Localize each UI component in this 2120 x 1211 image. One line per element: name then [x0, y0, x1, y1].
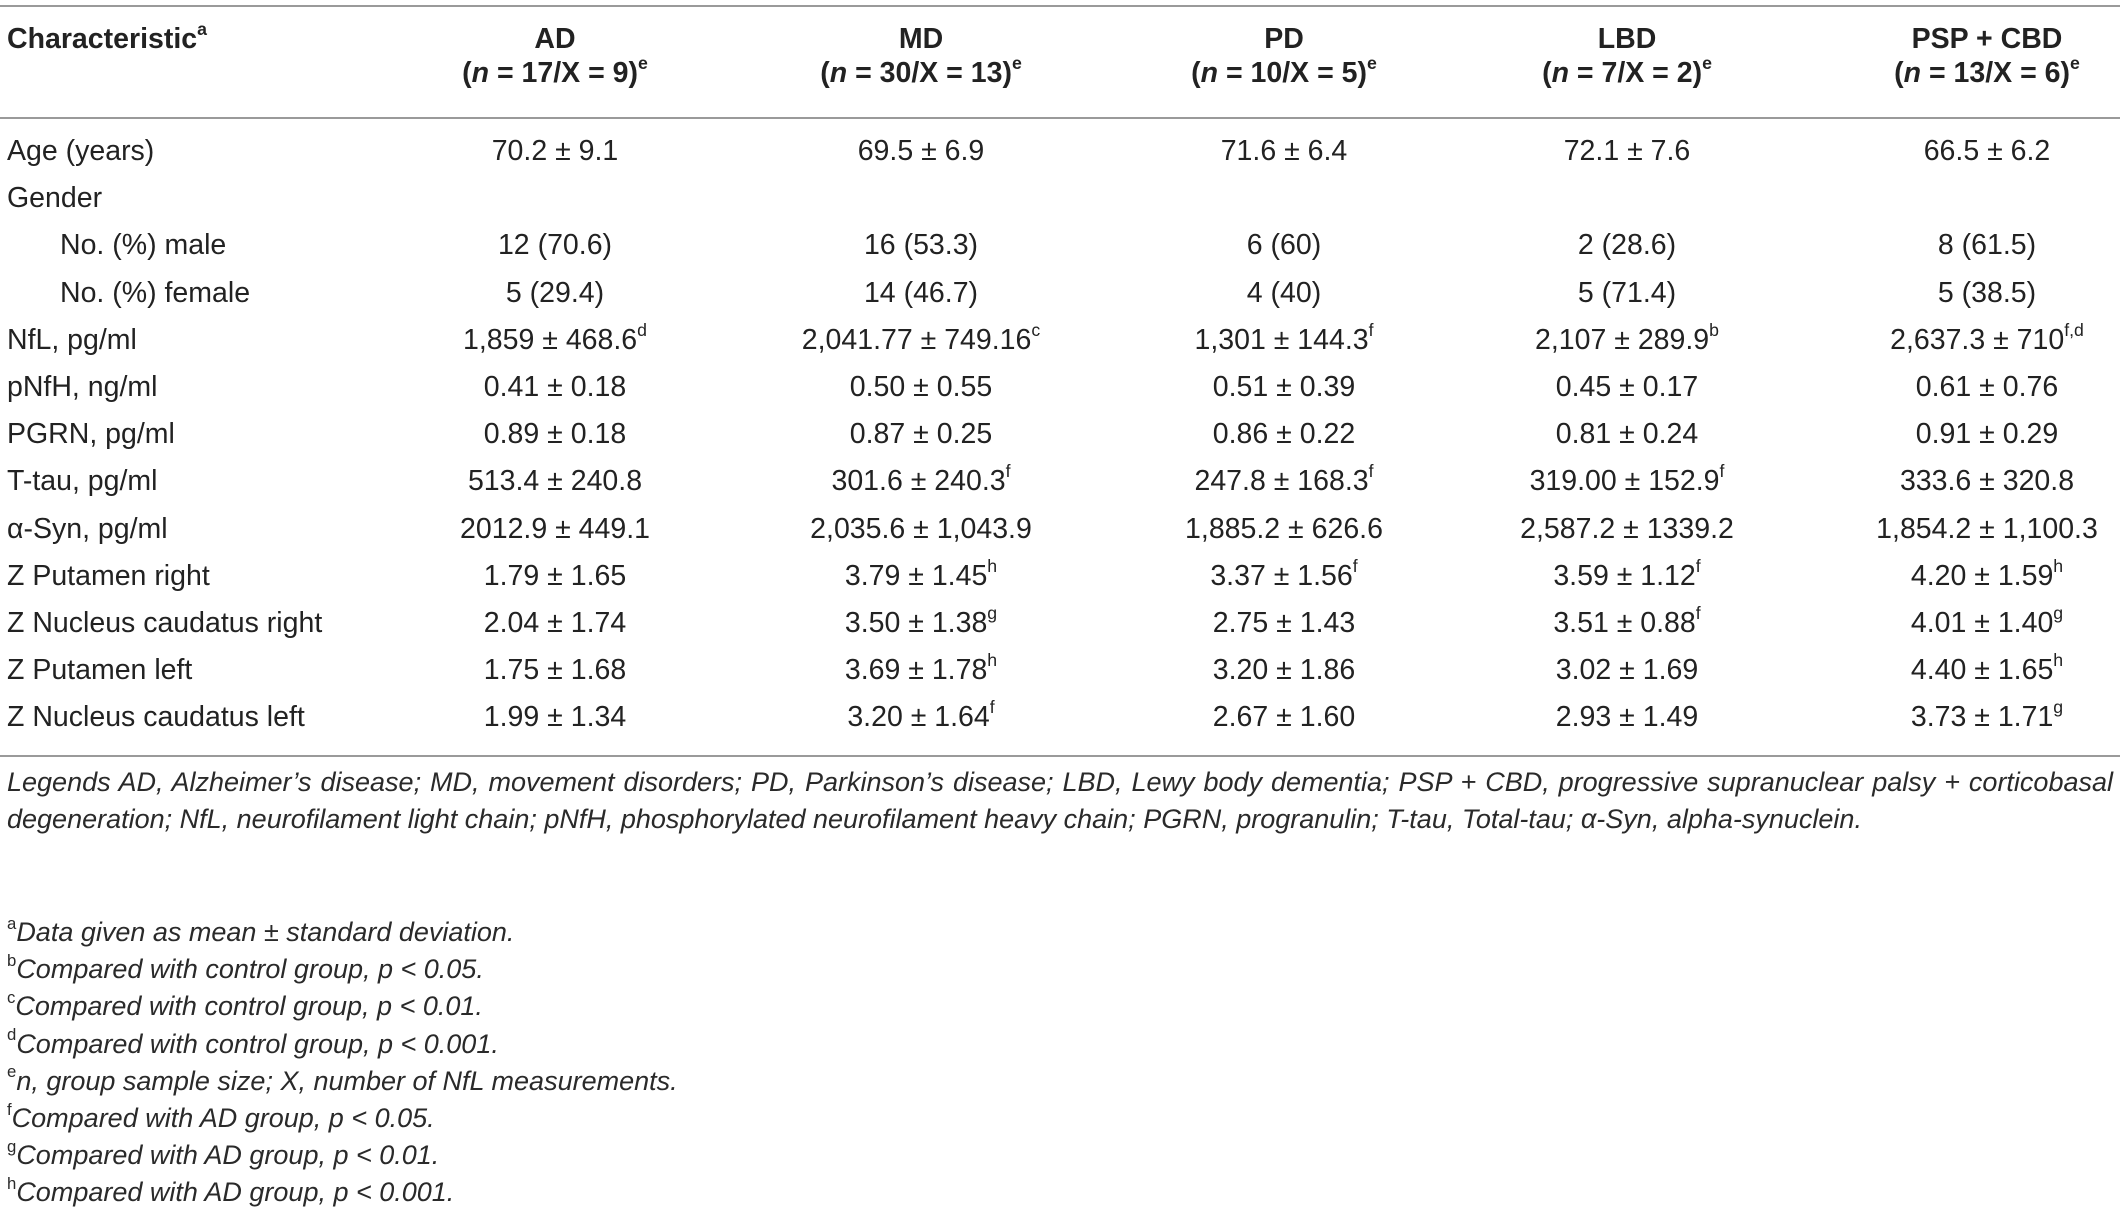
footnote-letter: f	[7, 1099, 12, 1119]
cell-value: 3.50 ± 1.38	[844, 607, 988, 639]
table-cell	[460, 512, 650, 546]
cell-value: 0.86 ± 0.22	[1212, 418, 1356, 451]
footnote-mark: e	[1367, 52, 1377, 73]
table-cell	[1916, 417, 2058, 451]
table-cell	[1520, 512, 1734, 546]
table-cell	[1213, 653, 1355, 687]
cell-value: 71.6 ± 6.4	[1220, 135, 1348, 167]
column-header-0	[462, 22, 648, 90]
footnote-letter: g	[7, 1136, 17, 1156]
cell-value: 5 (38.5)	[1937, 276, 2037, 309]
cell-footnote-mark: f	[1352, 555, 1358, 576]
column-header-name: PD	[1264, 23, 1304, 55]
cell-value: 301.6 ± 240.3	[831, 465, 1006, 498]
cell-value: 0.91 ± 0.29	[1915, 418, 2059, 451]
cell-value: 6 (60)	[1246, 229, 1322, 262]
table-cell	[492, 134, 619, 168]
footnote-text: Compared with control group, p < 0.01.	[15, 991, 483, 1022]
cell-footnote-mark: h	[987, 555, 998, 576]
footnote-letter: a	[7, 913, 17, 933]
table-cell	[844, 555, 998, 593]
table-cell	[484, 417, 626, 451]
bottom-rule	[0, 755, 2120, 757]
cell-value: 3.59 ± 1.12	[1553, 559, 1696, 592]
row-label: Z Putamen left	[7, 654, 193, 687]
table-cell	[810, 512, 1032, 546]
cell-value: 2,041.77 ± 749.16	[801, 323, 1032, 356]
column-header-3	[1542, 22, 1712, 90]
footnote-letter: d	[7, 1025, 17, 1045]
column-header-n	[1191, 52, 1377, 90]
footnote-text: Compared with AD group, p < 0.01.	[16, 1140, 440, 1171]
cell-value: 247.8 ± 168.3	[1194, 465, 1369, 498]
footnote-a	[7, 914, 514, 951]
table-cell	[1535, 319, 1719, 357]
footnote-e	[7, 1063, 678, 1100]
cell-footnote-mark: f	[1368, 319, 1374, 340]
table-cell	[463, 319, 647, 357]
table-cell	[850, 417, 992, 451]
table-cell	[1553, 602, 1701, 640]
row-label: Age (years)	[7, 135, 155, 167]
table-cell	[1910, 650, 2064, 687]
column-header-name: PSP + CBD	[1911, 23, 2063, 55]
n-var: n	[471, 57, 490, 89]
n-open: (	[1894, 57, 1904, 89]
table-cell	[847, 697, 995, 734]
n-open: (	[462, 57, 472, 89]
cell-value: 2,035.6 ± 1,043.9	[810, 512, 1032, 545]
table-cell	[1924, 134, 2051, 168]
table-cell	[1556, 700, 1698, 734]
n-open: (	[1191, 57, 1201, 89]
column-header-n	[1894, 52, 2080, 90]
row-label: PGRN, pg/ml	[7, 418, 175, 451]
table-cell	[1910, 602, 2064, 640]
cell-value: 0.50 ± 0.55	[849, 371, 993, 403]
table-cell	[864, 228, 978, 262]
cell-value: 1,885.2 ± 626.6	[1185, 512, 1383, 545]
column-header-name: MD	[898, 23, 944, 55]
footnote-mark: e	[2070, 52, 2080, 73]
row-label: NfL, pg/ml	[7, 323, 137, 356]
table-cell	[1910, 697, 2064, 734]
row-label: No. (%) male	[60, 229, 227, 262]
footnote-text: Compared with AD group, p < 0.001.	[16, 1177, 455, 1208]
n-rest: = 7/X = 2)	[1569, 57, 1703, 89]
footnote-f	[7, 1100, 435, 1137]
cell-value: 3.20 ± 1.64	[847, 701, 990, 734]
row-label: α-Syn, pg/ml	[7, 512, 168, 545]
cell-value: 3.51 ± 0.88	[1553, 607, 1696, 639]
table-cell	[1556, 417, 1698, 451]
footnote-letter: e	[7, 1062, 17, 1082]
cell-value: 3.69 ± 1.78	[844, 654, 988, 687]
footnote-mark: e	[1702, 52, 1712, 73]
cell-value: 1,859 ± 468.6	[463, 323, 638, 356]
table-cell	[844, 650, 998, 687]
table-cell	[1185, 512, 1383, 546]
cell-value: 14 (46.7)	[863, 276, 979, 309]
table-cell	[484, 653, 626, 687]
n-open: (	[820, 57, 830, 89]
cell-value: 2,107 ± 289.9	[1535, 323, 1710, 356]
table-cell	[484, 606, 626, 640]
n-var: n	[1903, 57, 1922, 89]
table-cell	[1564, 134, 1691, 168]
cell-value: 0.87 ± 0.25	[849, 418, 993, 451]
row-label: Z Nucleus caudatus left	[7, 701, 305, 734]
footnote-text: n, group sample size; X, number of NfL measurements.	[16, 1065, 678, 1096]
row-label: No. (%) female	[60, 276, 251, 309]
table-cell	[1247, 276, 1321, 310]
footnote-h	[7, 1174, 454, 1211]
cell-value: 333.6 ± 320.8	[1899, 465, 2075, 498]
table-cell	[1194, 461, 1374, 498]
table-cell	[506, 276, 604, 310]
column-header-n	[462, 52, 648, 90]
n-var: n	[1200, 57, 1219, 89]
cell-value: 319.00 ± 152.9	[1529, 465, 1720, 498]
cell-value: 5 (29.4)	[505, 276, 605, 309]
row-label: Z Putamen right	[7, 559, 210, 592]
cell-value: 0.61 ± 0.76	[1915, 371, 2059, 403]
table-cell	[1529, 461, 1725, 498]
header-rule	[0, 117, 2120, 119]
legend-abbreviations: Legends AD, Alzheimer’s disease; MD, movement disorders; PD, Parkinson’s disease; LBD, Lewy body dementia; PSP + CBD, progressive supranuclear palsy + corticobasal degeneration; NfL, neurofilament light chain; pNfH, phosphorylated neurofilament heavy chain; PGRN, progranulin; T-tau, Total-tau; α-Syn, alpha-synuclein.	[7, 767, 2113, 834]
cell-value: 5 (71.4)	[1577, 276, 1677, 309]
row-label: Gender	[7, 182, 103, 215]
cell-value: 8 (61.5)	[1937, 229, 2037, 262]
column-header-name: LBD	[1597, 23, 1657, 55]
cell-footnote-mark: f	[1005, 461, 1011, 482]
table-cell	[1213, 700, 1355, 734]
cell-value: 2.67 ± 1.60	[1212, 701, 1356, 734]
table-cell	[1213, 370, 1355, 404]
cell-value: 1.79 ± 1.65	[483, 559, 627, 592]
table-cell	[484, 370, 626, 404]
footnote-d	[7, 1026, 499, 1063]
cell-value: 70.2 ± 9.1	[491, 135, 619, 167]
table-cell	[1213, 606, 1355, 640]
table-cell	[858, 134, 985, 168]
cell-value: 2012.9 ± 449.1	[460, 512, 650, 545]
cell-value: 4.01 ± 1.40	[1910, 607, 2054, 639]
cell-value: 2,587.2 ± 1339.2	[1520, 512, 1734, 545]
cell-value: 3.37 ± 1.56	[1210, 559, 1353, 592]
cell-footnote-mark: c	[1031, 319, 1041, 340]
cell-value: 3.79 ± 1.45	[844, 559, 988, 592]
cell-footnote-mark: f	[1695, 602, 1701, 623]
table-cell	[1194, 319, 1374, 357]
table-cell	[1876, 512, 2098, 546]
column-header-n	[820, 52, 1022, 90]
column-header-n	[1542, 52, 1712, 90]
cell-value: 4 (40)	[1246, 276, 1322, 309]
cell-value: 4.20 ± 1.59	[1910, 559, 2054, 592]
table-cell	[1938, 276, 2036, 310]
table-cell	[1556, 370, 1698, 404]
footnote-c	[7, 988, 483, 1025]
footnote-b	[7, 951, 484, 988]
cell-value: 0.89 ± 0.18	[483, 418, 627, 451]
cell-value: 513.4 ± 240.8	[467, 465, 643, 498]
cell-footnote-mark: f,d	[2064, 319, 2084, 340]
cell-value: 1.75 ± 1.68	[483, 654, 627, 687]
cell-value: 2,637.3 ± 710	[1890, 323, 2065, 356]
cell-footnote-mark: f	[1719, 461, 1725, 482]
cell-value: 3.02 ± 1.69	[1555, 654, 1699, 687]
cell-footnote-mark: h	[2053, 650, 2064, 671]
cell-value: 72.1 ± 7.6	[1563, 135, 1691, 167]
cell-value: 2.75 ± 1.43	[1212, 607, 1356, 639]
table-cell	[1247, 228, 1321, 262]
table-cell	[1900, 464, 2074, 498]
column-header-1	[820, 22, 1022, 90]
table-cell	[1210, 555, 1358, 593]
footnote-text: Compared with control group, p < 0.001.	[16, 1028, 499, 1059]
cell-value: 0.81 ± 0.24	[1555, 418, 1699, 451]
table-cell	[1556, 653, 1698, 687]
cell-value: 2.93 ± 1.49	[1555, 701, 1699, 734]
table-cell	[844, 602, 998, 640]
cell-value: 0.45 ± 0.17	[1555, 371, 1699, 403]
cell-value: 2 (28.6)	[1577, 229, 1677, 262]
n-var: n	[1551, 57, 1569, 89]
table-cell	[1916, 370, 2058, 404]
cell-value: 2.04 ± 1.74	[483, 607, 627, 639]
cell-value: 1.99 ± 1.34	[483, 701, 627, 734]
table-cell	[468, 464, 642, 498]
table-cell	[1213, 417, 1355, 451]
n-rest: = 10/X = 5)	[1218, 57, 1368, 89]
footnote-mark: e	[1011, 52, 1022, 73]
row-label: Z Nucleus caudatus right	[7, 607, 323, 639]
cell-footnote-mark: f	[989, 697, 995, 718]
table-cell	[484, 700, 626, 734]
row-label: T-tau, pg/ml	[7, 465, 158, 498]
footnote-text: Compared with AD group, p < 0.05.	[11, 1103, 435, 1133]
n-rest: = 17/X = 9)	[489, 57, 639, 89]
table-cell	[831, 461, 1011, 498]
cell-value: 16 (53.3)	[863, 229, 979, 262]
cell-footnote-mark: g	[2053, 697, 2064, 718]
cell-value: 4.40 ± 1.65	[1910, 654, 2054, 687]
n-rest: = 13/X = 6)	[1921, 57, 2071, 89]
top-rule	[0, 5, 2120, 7]
cell-footnote-mark: f	[1695, 555, 1701, 576]
cell-value: 3.73 ± 1.71	[1910, 701, 2054, 734]
table-cell	[1553, 555, 1701, 593]
row-label: pNfH, ng/ml	[7, 371, 158, 403]
table-cell	[1890, 319, 2084, 357]
cell-value: 3.20 ± 1.86	[1212, 654, 1356, 687]
cell-footnote-mark: h	[987, 650, 998, 671]
cell-value: 1,854.2 ± 1,100.3	[1876, 512, 2098, 545]
table-cell	[864, 276, 978, 310]
table-cell	[1578, 276, 1676, 310]
cell-footnote-mark: b	[1709, 319, 1719, 340]
footnote-g	[7, 1137, 439, 1174]
table-cell	[1910, 555, 2064, 593]
footnote-text: Compared with control group, p < 0.05.	[16, 954, 484, 985]
cell-value: 1,301 ± 144.3	[1194, 323, 1369, 356]
cell-value: 66.5 ± 6.2	[1923, 135, 2051, 167]
column-header-2	[1191, 22, 1377, 90]
cell-value: 69.5 ± 6.9	[857, 135, 985, 167]
footnote-text: Data given as mean ± standard deviation.	[16, 917, 515, 947]
column-header-4	[1894, 22, 2080, 90]
cell-footnote-mark: g	[2053, 602, 2064, 623]
header-characteristic: Characteristic$^a$	[7, 18, 207, 55]
table-cell	[484, 559, 626, 593]
cell-value: 0.41 ± 0.18	[483, 371, 627, 403]
table-cell	[1221, 134, 1348, 168]
cell-value: 0.51 ± 0.39	[1212, 371, 1356, 403]
footnote-mark: e	[638, 52, 648, 73]
cell-footnote-mark: f	[1368, 461, 1374, 482]
table-cell	[801, 319, 1041, 357]
n-var: n	[829, 57, 848, 89]
cell-value: 12 (70.6)	[497, 229, 613, 262]
footnote-letter: c	[7, 987, 16, 1007]
cell-footnote-mark: g	[987, 602, 998, 623]
footnote-letter: b	[7, 950, 17, 970]
table-cell	[498, 228, 612, 262]
table-cell	[850, 370, 992, 404]
column-header-name: AD	[534, 23, 576, 55]
n-open: (	[1542, 57, 1552, 89]
n-rest: = 30/X = 13)	[847, 57, 1012, 89]
table-cell	[1938, 228, 2036, 262]
table-cell	[1578, 228, 1676, 262]
cell-footnote-mark: d	[637, 319, 647, 340]
footnote-letter: h	[7, 1173, 17, 1193]
cell-footnote-mark: h	[2053, 555, 2064, 576]
